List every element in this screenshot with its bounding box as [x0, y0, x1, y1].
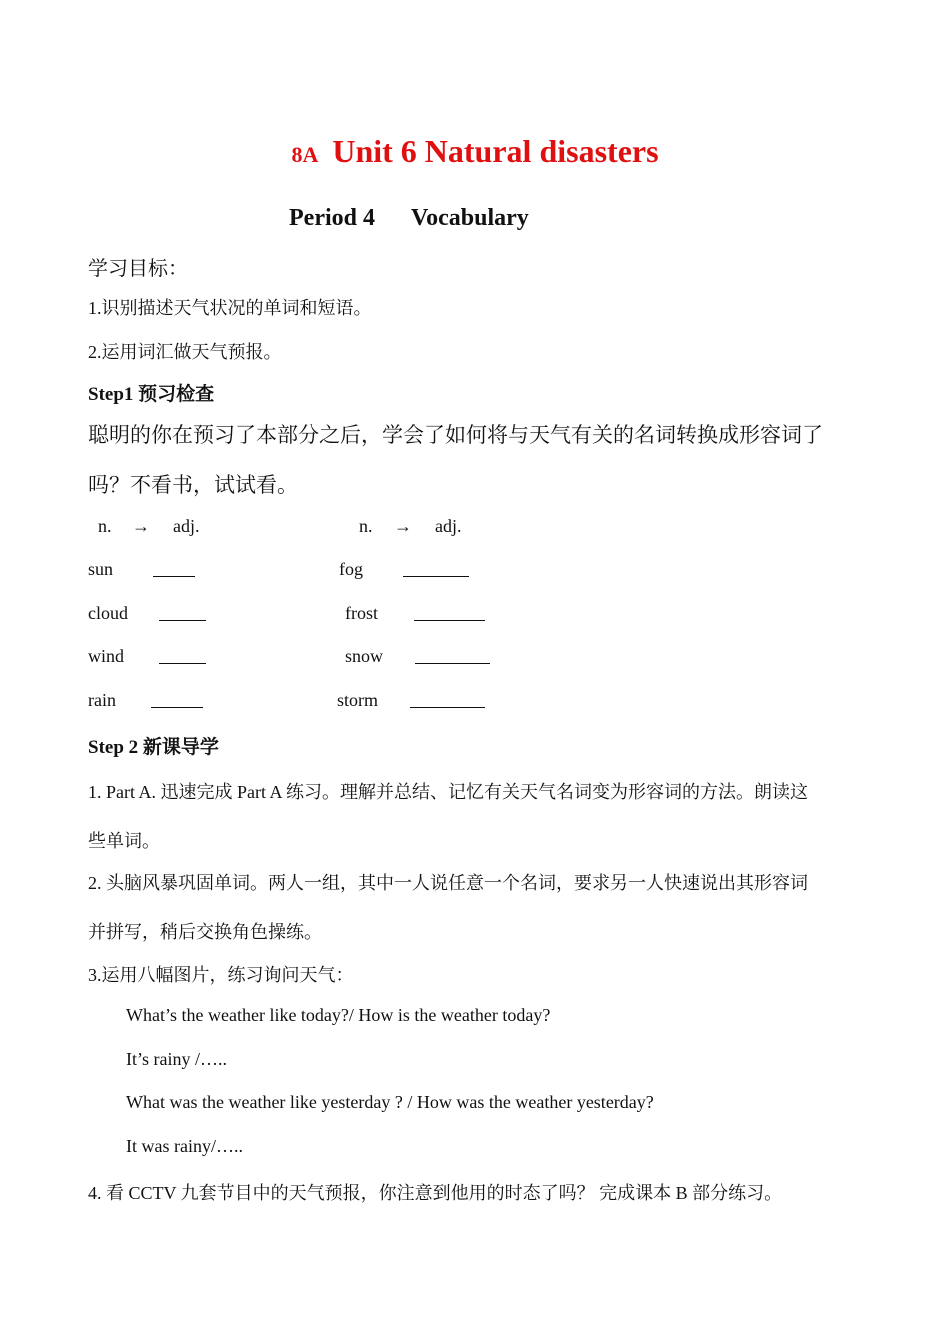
- right-header-arrow: →: [394, 516, 412, 536]
- dialogue-line-1: What’s the weather like today?/ How is the weather today?: [126, 1005, 551, 1025]
- goals-heading: 学习目标：: [88, 258, 188, 280]
- word-sun: sun: [88, 559, 114, 579]
- right-header-n: n.: [359, 516, 373, 536]
- word-fog: fog: [339, 559, 363, 579]
- document-title: [0, 133, 950, 170]
- dialogue-line-3: What was the weather like yesterday ? / How was the weather yesterday?: [126, 1092, 654, 1112]
- period-label: Period 4: [289, 205, 375, 231]
- step1-intro-line1: 聪明的你在预习了本部分之后，学会了如何将与天气有关的名词转换成形容词了: [88, 423, 823, 447]
- answer-blank-sun[interactable]: [153, 560, 195, 577]
- answer-blank-rain[interactable]: [151, 691, 203, 708]
- period-topic: Vocabulary: [410, 205, 529, 231]
- step2-item2-line2: 并拼写，稍后交换角色操练。: [88, 922, 322, 942]
- dialogue-line-2: It’s rainy /…..: [126, 1049, 227, 1069]
- answer-blank-frost[interactable]: [414, 604, 485, 621]
- goal-item-2: 2.运用词汇做天气预报。: [88, 342, 282, 362]
- word-snow: snow: [345, 646, 384, 666]
- step2-item1-line1: 1. Part A. 迅速完成 Part A 练习。理解并总结、记忆有关天气名词变为形容词的方法。朗读这: [88, 782, 809, 802]
- word-cloud: cloud: [88, 603, 128, 623]
- step2-item3: 3.运用八幅图片，练习询问天气：: [88, 965, 354, 985]
- title-main: Unit 6 Natural disasters: [332, 133, 659, 169]
- dialogue-line-4: It was rainy/…..: [126, 1136, 243, 1156]
- step1-intro-line2: 吗？不看书，试试看。: [88, 473, 298, 497]
- word-rain: rain: [88, 690, 116, 710]
- title-prefix: 8A: [291, 142, 319, 167]
- word-wind: wind: [88, 646, 124, 666]
- left-header-n: n.: [98, 516, 112, 536]
- right-header-adj: adj.: [435, 516, 462, 536]
- answer-blank-wind[interactable]: [159, 647, 206, 664]
- goal-item-1: 1.识别描述天气状况的单词和短语。: [88, 298, 372, 318]
- step2-heading: Step 2 新课导学: [88, 737, 219, 758]
- period-heading: [289, 205, 529, 232]
- answer-blank-cloud[interactable]: [159, 604, 206, 621]
- step2-item2-line1: 2. 头脑风暴巩固单词。两人一组，其中一人说任意一个名词，要求另一人快速说出其形容词: [88, 873, 808, 893]
- step2-item1-line2: 些单词。: [88, 831, 160, 851]
- word-storm: storm: [337, 690, 379, 710]
- step2-item4: 4. 看 CCTV 九套节目中的天气预报，你注意到他用的时态了吗？ 完成课本 B 部分练习。: [88, 1183, 783, 1203]
- step1-heading: Step1 预习检查: [88, 384, 215, 405]
- answer-blank-fog[interactable]: [403, 560, 469, 577]
- left-header-arrow: →: [132, 516, 150, 536]
- answer-blank-snow[interactable]: [415, 647, 490, 664]
- left-header-adj: adj.: [173, 516, 200, 536]
- answer-blank-storm[interactable]: [410, 691, 485, 708]
- word-frost: frost: [345, 603, 378, 623]
